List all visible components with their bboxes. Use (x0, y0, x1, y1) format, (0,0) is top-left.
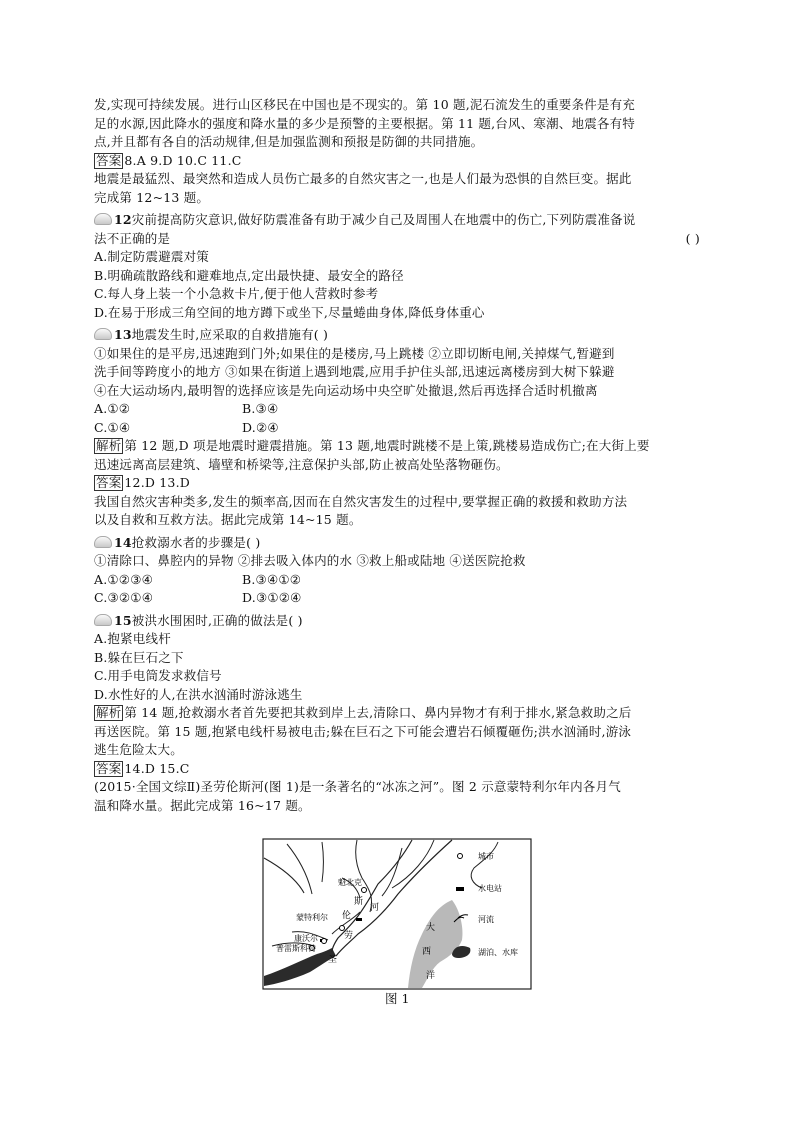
option: B.明确疏散路线和避难地点,定出最快捷、最安全的路径 (94, 267, 404, 283)
answer-text: 14.D 15.C (124, 760, 190, 776)
option: B.③④ (242, 401, 279, 416)
option: C.③②①④ (94, 590, 154, 605)
answer-tag: 答案 (96, 475, 122, 490)
question-text: 抢救溺水者的步骤是( ) (131, 534, 261, 550)
intro-line: 发,实现可持续发展。进行山区移民在中国也是不现实的。第 10 题,泥石流发生的重要条件是有充 (94, 97, 636, 112)
stem-line: 温和降水量。据此完成第 16~17 题。 (94, 797, 311, 813)
analysis-line: 解析 第 12 题,D 项是地震时避震措施。第 13 题,地震时跳楼不是上策,跳楼易造成伤亡;在大街上要 (96, 438, 650, 453)
analysis-tag: 解析 (96, 438, 122, 453)
ocean-label-char: 大 (426, 923, 436, 933)
stem-line: 完成第 12~13 题。 (94, 189, 210, 205)
question-number: 13 (114, 327, 132, 342)
stem-line: 地震是最猛烈、最突然和造成人员伤亡最多的自然灾害之一,也是人们最为恐惧的自然巨变。据此 (94, 171, 632, 186)
intro-line: 足的水源,因此降水的强度和降水量的多少是预警的主要根据。第 11 题,台风、寒潮、地震各有特 (94, 115, 636, 131)
statement-line: ①清除口、鼻腔内的异物 ②排去吸入体内的水 ③救上船或陆地 ④送医院抢救 (94, 553, 526, 568)
answer-line (94, 474, 700, 493)
river-label-char: 斯 (354, 897, 364, 907)
question-14 (94, 534, 700, 608)
legend-label: 城市 (478, 852, 494, 861)
question-text: 灾前提高防灾意识,做好防震准备有助于减少自己及周围人在地震中的伤亡,下列防震准备说 (131, 212, 636, 227)
city-marker (340, 926, 345, 931)
legend-label: 水电站 (478, 884, 502, 893)
question-text: 被洪水围困时,正确的做法是( ) (131, 612, 303, 628)
option: A.抱紧电线杆 (94, 631, 171, 646)
question-15 (94, 612, 700, 705)
city-label: 蒙特利尔 (296, 913, 328, 922)
answer-line (94, 760, 700, 779)
option: A.①②③④ (94, 571, 154, 587)
option: B.躲在巨石之下 (94, 649, 184, 665)
ocean-label-char: 洋 (426, 971, 436, 981)
answer-tag: 答案 (96, 760, 122, 776)
option: D.③①②④ (242, 590, 302, 605)
analysis-line: 解析 第 14 题,抢救溺水者首先要把其救到岸上去,清除口、鼻内异物才有利于排水,紧急救助之后 (96, 705, 632, 720)
river-label-char: 劳 (344, 931, 354, 941)
analysis-tag: 解析 (96, 705, 122, 720)
figure-caption: 图 1 (385, 991, 410, 1006)
answer-line (94, 152, 700, 171)
question-number: 14 (114, 534, 132, 550)
option: C.①④ (94, 419, 131, 435)
statement-line: 洗手间等跨度小的地方 ③如果在街道上遇到地震,应用手护住头部,迅速远离楼房到大树下躲避 (94, 364, 615, 379)
answer-blank: ( ) (685, 230, 700, 246)
analysis-line: 再送医院。第 15 题,抱紧电线杆易被电击;躲在巨石之下可能会遭岩石倾覆砸伤;洪水汹涌时,游泳 (94, 723, 632, 739)
analysis-line: 逃生危险太大。 (94, 742, 183, 757)
legend-city-icon (458, 854, 463, 859)
legend-label: 湖泊、水库 (478, 948, 518, 957)
city-marker (322, 939, 327, 944)
ocean-label-char: 西 (422, 947, 432, 957)
option: A.①② (94, 401, 131, 416)
stem-line: 以及自救和互救方法。据此完成第 14~15 题。 (94, 512, 362, 527)
river-label-char: 伦 (342, 911, 352, 921)
question-icon (94, 328, 112, 340)
answer-tag: 答案 (96, 152, 122, 168)
option: C.每人身上装一个小急救卡片,便于他人营救时参考 (94, 286, 379, 301)
option: D.②④ (242, 419, 279, 435)
option: B.③④①② (242, 571, 302, 587)
lake-label: 安大略湖 (318, 977, 353, 987)
legend-hydropower-icon (456, 887, 464, 891)
option: D.在易于形成三角空间的地方蹲下或坐下,尽量蜷曲身体,降低身体重心 (94, 304, 485, 320)
city-label: 普雷斯科特 (276, 944, 316, 953)
option: D.水性好的人,在洪水汹涌时游泳逃生 (94, 686, 303, 702)
question-icon (94, 614, 112, 626)
question-text: 法不正确的是 (94, 230, 171, 246)
city-marker (362, 888, 367, 893)
river-label-char: 圣 (328, 955, 338, 965)
intro-line: 点,并且都有各自的活动规律,但是加强监测和预报是防御的共同措施。 (94, 134, 484, 149)
option: A.制定防震避震对策 (94, 249, 210, 264)
question-text: 地震发生时,应采取的自救措施有( ) (131, 327, 329, 342)
answer-text: 12.D 13.D (124, 475, 190, 490)
analysis-line: 迅速远离高层建筑、墙壁和桥梁等,注意保护头部,防止被高处坠落物砸伤。 (94, 456, 509, 472)
city-label: 康沃尔 (294, 934, 318, 943)
option: C.用手电筒发求救信号 (94, 668, 222, 683)
question-12 (94, 211, 700, 322)
question-icon (94, 536, 112, 548)
statement-line: ①如果住的是平房,迅速跑到门外;如果住的是楼房,马上跳楼 ②立即切断电闸,关掉煤气,暂避到 (94, 345, 615, 361)
city-label: 魁北克 (338, 878, 362, 887)
stem-line: (2015·全国文综Ⅱ)圣劳伦斯河(图 1)是一条著名的“冰冻之河”。图 2 示意蒙特利尔年内各月气 (94, 779, 621, 794)
hydropower-station-marker (356, 918, 362, 921)
map-svg (262, 838, 532, 990)
st-lawrence-map (262, 838, 532, 990)
document-body (94, 96, 700, 815)
question-13 (94, 326, 700, 437)
statement-line: ④在大运动场内,最明智的选择应该是先向运动场中央空旷处撤退,然后再选择合适时机撤离 (94, 382, 598, 398)
stem-line: 我国自然灾害种类多,发生的频率高,因而在自然灾害发生的过程中,要掌握正确的救援和救助方法 (94, 493, 628, 509)
answer-text: 8.A 9.D 10.C 11.C (124, 152, 242, 168)
legend-label: 河流 (478, 915, 494, 924)
question-number: 15 (114, 612, 132, 628)
river-label-char: 河 (370, 903, 380, 913)
question-number: 12 (114, 212, 132, 227)
question-icon (94, 213, 112, 225)
